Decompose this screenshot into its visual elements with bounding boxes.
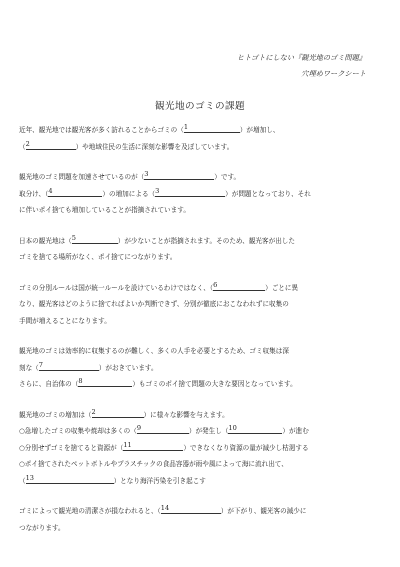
text: ○急増したゴミの収集や焼却は多くの（ [19,427,137,435]
blank-number: 8 [78,377,83,385]
paragraph-4-line-2 [19,296,384,313]
paragraph-5-line-3 [19,376,384,393]
text: ）に様々な影響を与えます。 [143,410,229,419]
text: ）もゴミのポイ捨て問題の大きな要因となっています。 [132,380,297,388]
text: ）が発生し（ [188,427,229,435]
paragraph-2-line-2 [19,186,384,203]
text: ）がおきています。 [98,363,158,372]
blank-10[interactable] [228,424,282,434]
text: ）が増加し、 [239,126,280,134]
blank-2[interactable] [26,140,76,150]
text: ）が進む [282,427,309,435]
header-subtitle: ヒトゴトにしない『観光地のゴミ問題』 [236,53,366,62]
page-title: 観光地のゴミの課題 [155,101,245,112]
paragraph-1-line-2 [19,139,384,156]
text: ）の増加による（ [102,189,156,198]
text: 手間が増えることになります。 [19,316,111,325]
text: ）が下がり、観光客の減少に [220,507,307,515]
blank-4[interactable] [48,187,102,197]
paragraph-6-item-1 [19,423,384,440]
paragraph-4-line-3 [19,313,384,330]
text: さらに、自治体の（ [19,380,79,388]
blank-11[interactable] [123,441,183,451]
header-worksheet-label: 穴埋めワークシート [301,69,366,78]
text: ○分別せずゴミを捨てると資源が（ [19,443,124,452]
text: 観光地のゴミは効率的に収集するのが難しく、多くの人手を必要とするため、ゴミ収集は深 [19,347,289,355]
paragraph-4 [19,280,384,297]
blank-number: 3 [155,186,160,195]
blank-number: 1 [183,123,189,131]
blank-14[interactable] [161,504,221,514]
text: 観光地のゴミ問題を加速させているのが（ [19,173,145,181]
paragraph-6-item-3 [19,456,384,473]
text: つながります。 [19,523,65,532]
text: （ [19,142,26,151]
blank-1[interactable] [184,123,240,133]
text: 観光地のゴミの増加は（ [19,410,92,419]
blank-2-repeat[interactable] [92,408,144,418]
blank-7[interactable] [39,361,99,371]
text: 日本の観光地は（ [19,236,72,245]
worksheet-body [19,122,384,536]
paragraph-2 [19,169,384,186]
text: に伴いポイ捨ても増加していることが指摘されています。 [19,206,190,214]
blank-number: 2 [91,407,96,416]
text: ）が少ないことが指摘されます。そのため、観光客が出した [117,236,295,245]
text: 近年、観光地では観光客が多く訪れることからゴミの（ [19,126,184,134]
blank-9[interactable] [137,424,189,434]
blank-number: 13 [25,473,34,482]
blank-6[interactable] [213,281,265,291]
text: （ [19,476,26,485]
blank-3[interactable] [144,170,214,180]
blank-number: 4 [48,186,53,195]
worksheet-header [237,50,366,82]
blank-number: 6 [213,280,218,289]
paragraph-6 [19,407,384,424]
blank-number: 2 [25,139,30,148]
text: ）できなくなり資源の量が減少し枯渇する [183,443,309,452]
text: ゴミを捨てる場所がなく、ポイ捨てにつながります。 [19,253,177,261]
text: ）ごとに異 [265,283,299,292]
text: なり、観光客はどのように捨てればよいか判断できず、分別が徹底におこなわれずに収集の [19,300,289,308]
blank-5[interactable] [72,234,118,244]
paragraph-2-line-3 [19,202,384,219]
paragraph-7-line-2 [19,520,384,537]
text: ）や地域住民の生活に深刻な影響を及ぼしています。 [75,142,234,151]
blank-number: 3 [144,170,149,178]
blank-number: 5 [71,233,76,242]
paragraph-1 [19,122,384,139]
text: ○ポイ捨てされたペットボトルやプラスチックの食品容器が雨や風によって海に流れ出て、 [19,460,288,468]
text: ）です。 [214,173,241,181]
paragraph-7 [19,503,384,520]
blank-3-repeat[interactable] [155,187,225,197]
paragraph-5-line-2 [19,360,384,377]
blank-number: 9 [136,424,142,432]
text: ゴミによって観光地の清潔さが損なわれると、（ [19,507,161,515]
paragraph-6-item-2 [19,440,384,457]
blank-number: 7 [38,360,43,369]
text: ）となり海洋汚染を引き起こす [113,476,206,485]
blank-number: 11 [123,440,132,449]
text: 取分け、（ [19,189,49,198]
blank-number: 14 [160,504,170,512]
text: 刻な（ [19,363,39,372]
paragraph-3-line-2 [19,249,384,266]
text: ゴミの分別ルールは国が統一ルールを設けているわけではなく、（ [19,283,214,292]
text: ）が問題となっており、それ [225,189,311,198]
blank-8[interactable] [78,377,132,387]
blank-number: 10 [228,424,237,432]
blank-13[interactable] [26,474,114,484]
paragraph-6-item-3-line-2 [19,473,384,490]
paragraph-3 [19,233,384,250]
paragraph-5 [19,343,384,360]
